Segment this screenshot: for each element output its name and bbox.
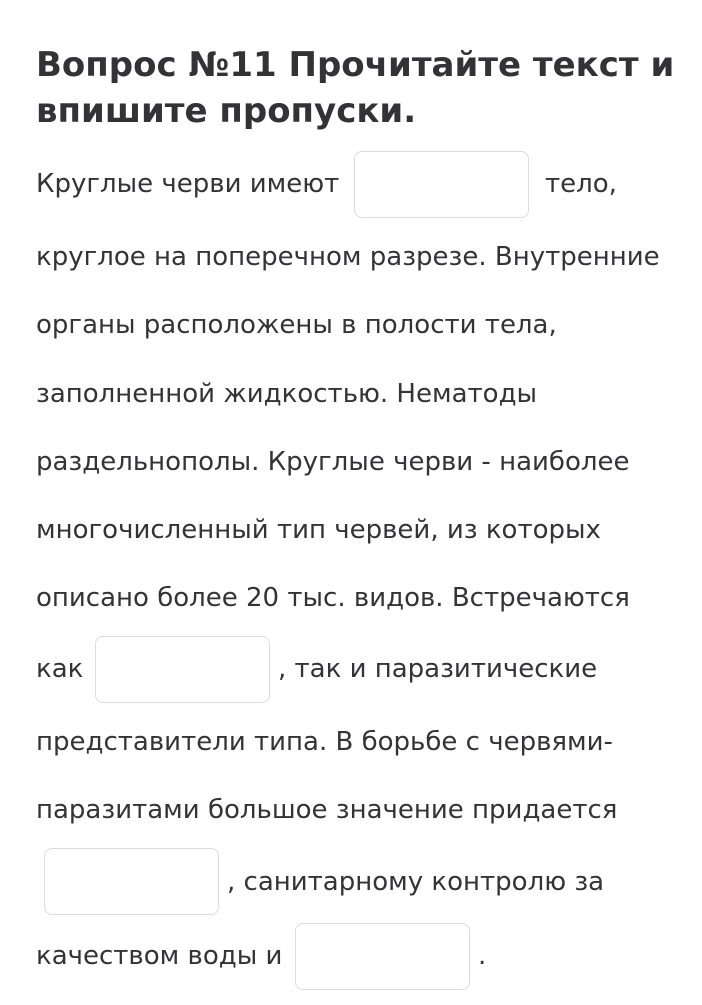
blank-input-4[interactable]	[295, 923, 470, 990]
blank-input-2[interactable]	[95, 636, 270, 703]
blank-input-3[interactable]	[44, 848, 219, 915]
text-segment: , так и паразитические	[278, 654, 598, 684]
text-line: заполненной жидкостью. Нематоды	[36, 379, 538, 409]
text-segment: .	[478, 941, 487, 971]
text-segment: Круглые черви имеют	[36, 169, 340, 199]
blank-input-1[interactable]	[354, 151, 529, 218]
text-segment: тело,	[545, 169, 617, 199]
text-line: описано более 20 тыс. видов. Встречаются	[36, 583, 630, 613]
text-segment: качеством воды и	[36, 941, 283, 971]
text-line: органы расположены в полости тела,	[36, 310, 557, 340]
question-title: Вопрос №11 Прочитайте текст и впишите пропуски.	[36, 45, 675, 131]
text-line: представители типа. В борьбе с червями-	[36, 727, 613, 757]
text-line: раздельнополы. Круглые черви - наиболее	[36, 447, 630, 477]
text-line: многочисленный тип червей, из которых	[36, 515, 601, 545]
text-line: паразитами большое значение придается	[36, 795, 618, 825]
text-line: круглое на поперечном разрезе. Внутренние	[36, 242, 660, 272]
text-segment: как	[36, 654, 84, 684]
text-segment: , санитарному контролю за	[227, 867, 605, 897]
